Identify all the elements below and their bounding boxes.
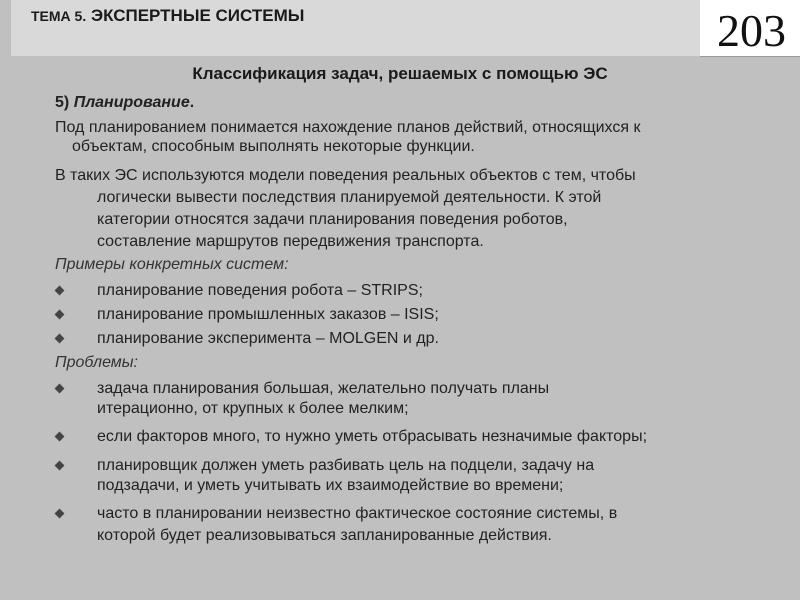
bullet-icon bbox=[55, 286, 65, 296]
paragraph-2-line-2: логически вывести последствия планируемой деятельности. К этой bbox=[97, 189, 602, 206]
problem-item-line: подзадачи, и уметь учитывать их взаимодействие во времени; bbox=[97, 477, 564, 494]
bullet-icon bbox=[55, 509, 65, 519]
section-number: 5) bbox=[55, 94, 70, 111]
section-name: Планирование bbox=[73, 94, 190, 111]
topic-prefix: ТЕМА 5. bbox=[31, 8, 87, 24]
page-number: 203 bbox=[717, 5, 786, 56]
example-item: планирование поведения робота – STRIPS; bbox=[97, 282, 423, 299]
paragraph-1-line-2: объектам, способным выполнять некоторые функции. bbox=[72, 138, 475, 155]
problem-item-line: планировщик должен уметь разбивать цель на подцели, задачу на bbox=[97, 457, 595, 474]
problem-item-line: если факторов много, то нужно уметь отбрасывать незначимые факторы; bbox=[97, 428, 648, 445]
topic-title bbox=[31, 6, 304, 26]
example-item: планирование промышленных заказов – ISIS; bbox=[97, 306, 439, 323]
bullet-icon bbox=[55, 384, 65, 394]
problems-heading: Проблемы: bbox=[55, 354, 138, 371]
bullet-icon bbox=[55, 432, 65, 442]
page-number-box bbox=[700, 0, 800, 57]
problem-item-line: итерационно, от крупных к более мелким; bbox=[97, 400, 409, 417]
section-heading bbox=[55, 92, 194, 113]
slide-title: Классификация задач, решаемых с помощью ЭС bbox=[192, 64, 608, 83]
section-suffix: . bbox=[189, 94, 195, 111]
bullet-icon bbox=[55, 334, 65, 344]
paragraph-1-line-1: Под планированием понимается нахождение планов действий, относящихся к bbox=[55, 119, 641, 136]
example-item: планирование эксперимента – MOLGEN и др. bbox=[97, 330, 439, 347]
topic-name: ЭКСПЕРТНЫЕ СИСТЕМЫ bbox=[90, 6, 305, 25]
paragraph-2-line-4: составление маршрутов передвижения транспорта. bbox=[97, 233, 484, 250]
bullet-icon bbox=[55, 461, 65, 471]
header-bar bbox=[10, 0, 702, 56]
paragraph-2-line-1: В таких ЭС используются модели поведения реальных объектов с тем, чтобы bbox=[55, 167, 636, 184]
examples-heading: Примеры конкретных систем: bbox=[55, 256, 289, 273]
problem-item-line: задача планирования большая, желательно получать планы bbox=[97, 380, 550, 397]
problem-item-line: которой будет реализовываться запланированные действия. bbox=[97, 527, 552, 544]
problem-item-line: часто в планировании неизвестно фактическое состояние системы, в bbox=[97, 505, 618, 522]
paragraph-2-line-3: категории относятся задачи планирования поведения роботов, bbox=[97, 211, 568, 228]
bullet-icon bbox=[55, 310, 65, 320]
